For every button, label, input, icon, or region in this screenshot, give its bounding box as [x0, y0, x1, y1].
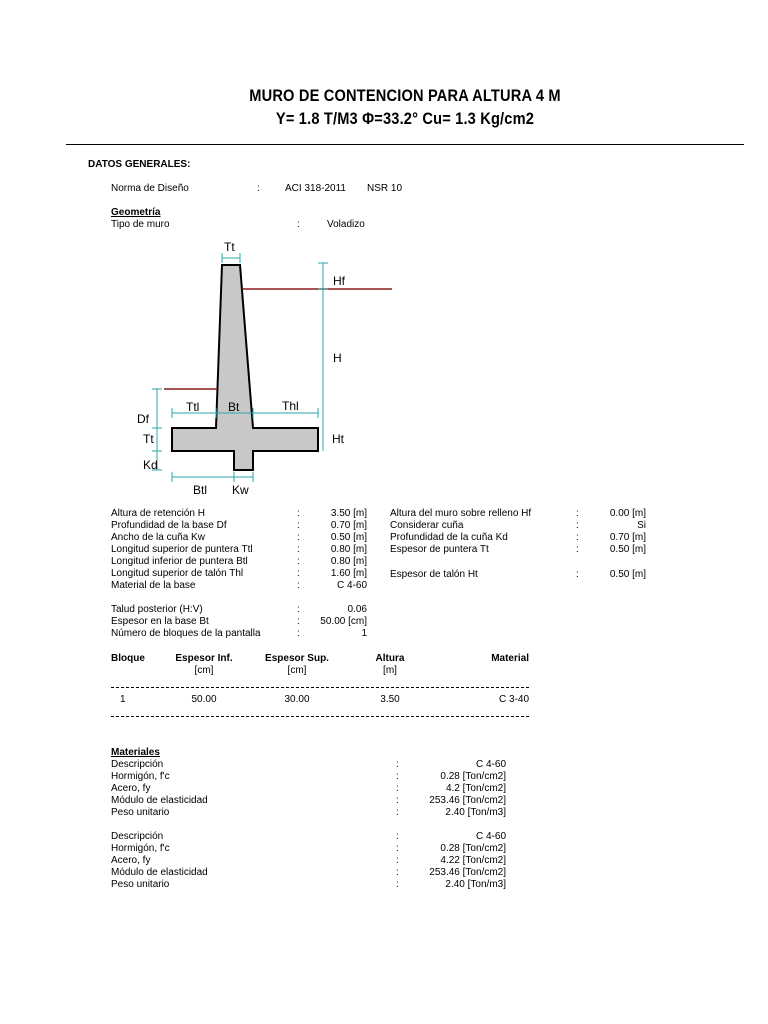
param-label: Altura del muro sobre relleno Hf — [390, 508, 532, 519]
material-colon: : — [396, 795, 399, 806]
material-label: Hormigón, f'c — [111, 771, 170, 782]
geometria-heading: Geometría — [111, 207, 161, 218]
param-colon: : — [576, 520, 579, 531]
param-value: 50.00 [cm] — [320, 616, 367, 627]
param-label: Longitud superior de talón Thl — [111, 568, 244, 579]
material-label: Peso unitario — [111, 879, 170, 890]
material-colon: : — [396, 843, 399, 854]
norma-value-aci: ACI 318-2011 — [285, 183, 346, 194]
dim-label-h: H — [333, 351, 342, 365]
param-label: Espesor de puntera Tt — [390, 544, 489, 555]
dim-label-df: Df — [137, 412, 149, 426]
material-colon: : — [396, 771, 399, 782]
material-colon: : — [396, 759, 399, 770]
table-cell-espesor-inf: 50.00 — [191, 694, 217, 705]
material-label: Módulo de elasticidad — [111, 867, 208, 878]
param-colon: : — [297, 616, 300, 627]
material-value: 0.28 [Ton/cm2] — [440, 771, 506, 782]
param-label: Considerar cuña — [390, 520, 464, 531]
param-label: Altura de retención H — [111, 508, 205, 519]
table-unit-altura: [m] — [383, 665, 397, 676]
material-label: Acero, fy — [111, 855, 151, 866]
param-colon: : — [297, 556, 300, 567]
table-cell-altura: 3.50 — [380, 694, 400, 705]
material-value: C 4-60 — [475, 759, 506, 770]
param-value: 0.50 [m] — [609, 569, 646, 580]
material-value: 253.46 [Ton/cm2] — [429, 795, 506, 806]
material-value: 0.28 [Ton/cm2] — [440, 843, 506, 854]
param-value: 0.06 — [347, 604, 367, 615]
norma-label: Norma de Diseño — [111, 183, 189, 194]
param-colon: : — [297, 604, 300, 615]
material-colon: : — [396, 879, 399, 890]
param-colon: : — [297, 580, 300, 591]
param-value: 3.50 [m] — [330, 508, 367, 519]
material-colon: : — [396, 855, 399, 866]
param-value: 0.80 [m] — [330, 556, 367, 567]
material-label: Módulo de elasticidad — [111, 795, 208, 806]
param-colon: : — [297, 520, 300, 531]
dim-label-kd: Kd — [143, 458, 158, 472]
param-label: Espesor de talón Ht — [390, 569, 478, 580]
param-label: Ancho de la cuña Kw — [111, 532, 205, 543]
material-colon: : — [396, 783, 399, 794]
material-value: 2.40 [Ton/m3] — [445, 879, 506, 890]
material-colon: : — [396, 831, 399, 842]
dim-label-kw: Kw — [232, 483, 249, 497]
param-colon: : — [576, 508, 579, 519]
param-colon: : — [297, 532, 300, 543]
material-label: Descripción — [111, 759, 164, 770]
material-label: Acero, fy — [111, 783, 151, 794]
title-line-1: MURO DE CONTENCION PARA ALTURA 4 M — [249, 86, 561, 105]
param-colon: : — [576, 532, 579, 543]
tipo-muro-value: Voladizo — [327, 219, 365, 230]
param-label: Profundidad de la base Df — [111, 520, 227, 531]
dim-label-hf: Hf — [333, 274, 345, 288]
norma-colon: : — [257, 183, 260, 194]
param-label: Material de la base — [111, 580, 196, 591]
tipo-muro-colon: : — [297, 219, 300, 230]
dim-label-ht: Ht — [332, 432, 344, 446]
section-title-general: DATOS GENERALES: — [88, 159, 191, 170]
param-colon: : — [297, 544, 300, 555]
param-value: 0.50 [m] — [330, 532, 367, 543]
dim-label-btl: Btl — [193, 483, 208, 497]
table-header-material: Material — [491, 653, 529, 664]
table-header-altura: Altura — [375, 653, 405, 664]
param-colon: : — [576, 544, 579, 555]
table-unit-espesor-inf: [cm] — [194, 665, 214, 676]
param-value: 0.80 [m] — [330, 544, 367, 555]
dim-label-tt-top: Tt — [224, 240, 235, 254]
material-value: 4.22 [Ton/cm2] — [440, 855, 506, 866]
param-colon: : — [297, 568, 300, 579]
material-colon: : — [396, 807, 399, 818]
param-value: 1 — [361, 628, 367, 639]
materiales-heading: Materiales — [111, 747, 160, 758]
material-colon: : — [396, 867, 399, 878]
title-line-2: Y= 1.8 T/M3 Φ=33.2° Cu= 1.3 Kg/cm2 — [275, 109, 535, 128]
param-label: Talud posterior (H:V) — [111, 604, 203, 615]
table-unit-espesor-sup: [cm] — [287, 665, 307, 676]
table-header-espesor-inf: Espesor Inf. — [175, 653, 233, 664]
param-colon: : — [576, 569, 579, 580]
table-header-espesor-sup: Espesor Sup. — [265, 653, 329, 664]
table-divider-top — [111, 687, 529, 688]
param-value: 1.60 [m] — [330, 568, 367, 579]
material-label: Hormigón, f'c — [111, 843, 170, 854]
table-divider-bottom — [111, 716, 529, 717]
table-header-bloque: Bloque — [111, 653, 145, 664]
dim-label-thl: Thl — [282, 399, 299, 413]
param-label: Espesor en la base Bt — [111, 616, 209, 627]
table-cell-material: C 3-40 — [498, 694, 529, 705]
param-label: Longitud inferior de puntera Btl — [111, 556, 248, 567]
param-colon: : — [297, 508, 300, 519]
material-value: 4.2 [Ton/cm2] — [445, 783, 506, 794]
material-value: C 4-60 — [475, 831, 506, 842]
param-value: 0.50 [m] — [609, 544, 646, 555]
material-label: Peso unitario — [111, 807, 170, 818]
param-value: 0.70 [m] — [330, 520, 367, 531]
param-value: Si — [637, 520, 646, 531]
param-value: C 4-60 — [336, 580, 367, 591]
norma-value-nsr: NSR 10 — [367, 183, 403, 194]
dim-label-bt: Bt — [228, 400, 240, 414]
param-colon: : — [297, 628, 300, 639]
material-value: 253.46 [Ton/cm2] — [429, 867, 506, 878]
table-cell-espesor-sup: 30.00 — [284, 694, 310, 705]
material-label: Descripción — [111, 831, 164, 842]
dim-label-ttl: Ttl — [186, 400, 200, 414]
param-label: Profundidad de la cuña Kd — [390, 532, 508, 543]
tipo-muro-label: Tipo de muro — [111, 219, 170, 230]
param-label: Longitud superior de puntera Ttl — [111, 544, 253, 555]
param-label: Número de bloques de la pantalla — [111, 628, 261, 639]
table-cell-bloque: 1 — [120, 694, 126, 705]
dim-label-tt-side: Tt — [143, 432, 154, 446]
param-value: 0.70 [m] — [609, 532, 646, 543]
param-value: 0.00 [m] — [609, 508, 646, 519]
material-value: 2.40 [Ton/m3] — [445, 807, 506, 818]
wall-section-shape — [172, 265, 318, 470]
